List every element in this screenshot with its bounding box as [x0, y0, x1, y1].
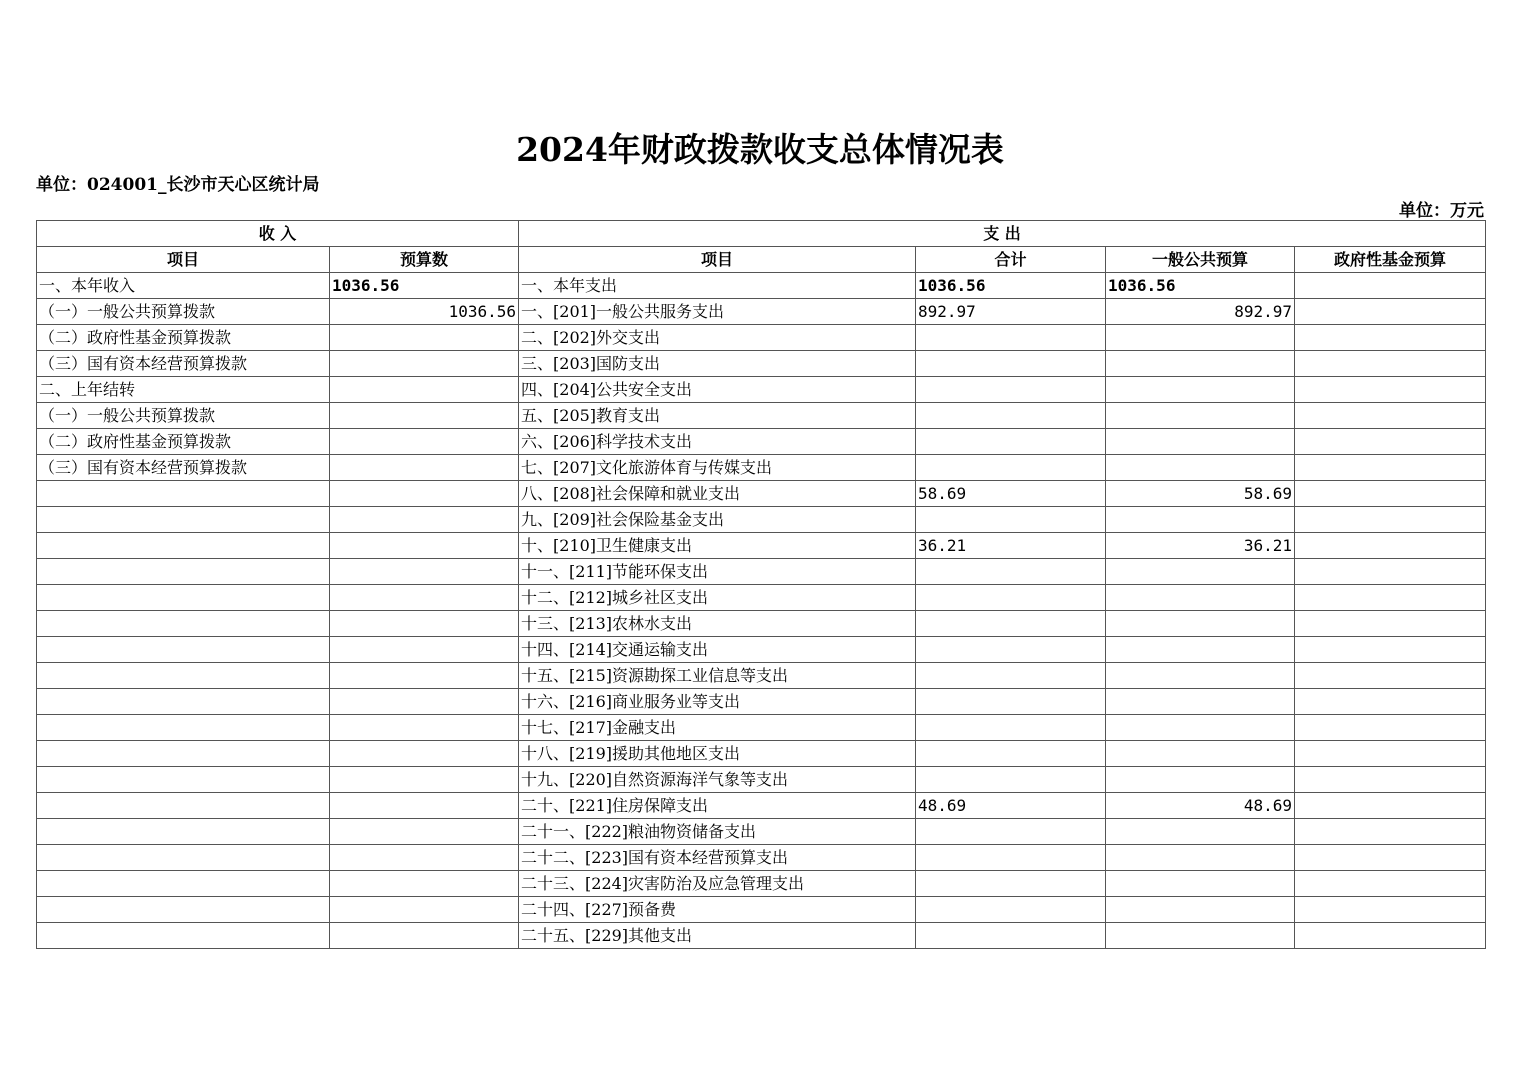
expense-total-cell [916, 637, 1106, 663]
income-amount-cell [330, 897, 519, 923]
expense-item-cell: 五、[205]教育支出 [519, 403, 916, 429]
expense-item-cell: 一、本年支出 [519, 273, 916, 299]
expense-fund-cell [1295, 559, 1486, 585]
expense-general-cell [1106, 507, 1295, 533]
budget-table [36, 220, 1486, 949]
expense-item-cell: 十、[210]卫生健康支出 [519, 533, 916, 559]
unit-organization: 单位：024001_长沙市天心区统计局 [36, 175, 320, 195]
table-row [37, 845, 1486, 871]
header-row-sections [37, 221, 1486, 247]
table-row [37, 299, 1486, 325]
table-row [37, 689, 1486, 715]
expense-general-cell [1106, 767, 1295, 793]
expense-fund-cell [1295, 767, 1486, 793]
income-item-cell [37, 871, 330, 897]
income-amount-cell [330, 533, 519, 559]
table-row [37, 637, 1486, 663]
table-row [37, 533, 1486, 559]
income-item-cell [37, 897, 330, 923]
income-amount-cell [330, 455, 519, 481]
expense-fund-cell [1295, 845, 1486, 871]
expense-general-cell [1106, 741, 1295, 767]
income-item-cell [37, 533, 330, 559]
income-amount-cell [330, 845, 519, 871]
table-row [37, 611, 1486, 637]
expense-fund-cell [1295, 923, 1486, 949]
income-amount-cell [330, 559, 519, 585]
income-amount-cell [330, 637, 519, 663]
table-row [37, 897, 1486, 923]
expense-general-cell [1106, 663, 1295, 689]
expense-item-cell: 一、[201]一般公共服务支出 [519, 299, 916, 325]
income-item-cell [37, 585, 330, 611]
income-item-cell: （二）政府性基金预算拨款 [37, 325, 330, 351]
income-amount-cell [330, 793, 519, 819]
expense-general-cell [1106, 429, 1295, 455]
expense-total-cell [916, 351, 1106, 377]
expense-general-cell [1106, 585, 1295, 611]
expense-item-cell: 二十四、[227]预备费 [519, 897, 916, 923]
income-item-cell [37, 767, 330, 793]
expense-total-cell [916, 689, 1106, 715]
expense-total-cell [916, 403, 1106, 429]
income-item-cell: 一、本年收入 [37, 273, 330, 299]
income-item-cell [37, 923, 330, 949]
expense-total-cell [916, 611, 1106, 637]
expense-item-cell: 九、[209]社会保险基金支出 [519, 507, 916, 533]
expense-general-cell: 58.69 [1106, 481, 1295, 507]
table-row [37, 429, 1486, 455]
expense-fund-cell [1295, 533, 1486, 559]
expense-total-cell: 892.97 [916, 299, 1106, 325]
expense-general-cell: 36.21 [1106, 533, 1295, 559]
expense-general-cell: 48.69 [1106, 793, 1295, 819]
expense-fund-cell [1295, 507, 1486, 533]
expense-fund-cell [1295, 351, 1486, 377]
expense-item-cell: 十二、[212]城乡社区支出 [519, 585, 916, 611]
expense-item-cell: 十五、[215]资源勘探工业信息等支出 [519, 663, 916, 689]
expense-general-cell: 892.97 [1106, 299, 1295, 325]
income-amount-cell [330, 663, 519, 689]
expense-item-cell: 十六、[216]商业服务业等支出 [519, 689, 916, 715]
income-item-cell [37, 559, 330, 585]
table-row [37, 715, 1486, 741]
expense-total-cell: 36.21 [916, 533, 1106, 559]
expense-total-cell [916, 585, 1106, 611]
table-row [37, 273, 1486, 299]
expense-item-cell: 四、[204]公共安全支出 [519, 377, 916, 403]
header-income-item: 项目 [37, 247, 330, 273]
expense-total-cell [916, 325, 1106, 351]
income-item-cell: （三）国有资本经营预算拨款 [37, 351, 330, 377]
header-budget: 预算数 [330, 247, 519, 273]
income-item-cell: （二）政府性基金预算拨款 [37, 429, 330, 455]
expense-item-cell: 二十、[221]住房保障支出 [519, 793, 916, 819]
expense-general-cell [1106, 377, 1295, 403]
expense-item-cell: 七、[207]文化旅游体育与传媒支出 [519, 455, 916, 481]
expense-item-cell: 十三、[213]农林水支出 [519, 611, 916, 637]
header-income: 收 入 [37, 221, 519, 247]
income-item-cell [37, 481, 330, 507]
income-amount-cell [330, 689, 519, 715]
header-expense-item: 项目 [519, 247, 916, 273]
table-row [37, 741, 1486, 767]
table-row [37, 871, 1486, 897]
expense-total-cell [916, 663, 1106, 689]
table-row [37, 793, 1486, 819]
expense-general-cell [1106, 403, 1295, 429]
expense-fund-cell [1295, 403, 1486, 429]
expense-fund-cell [1295, 871, 1486, 897]
expense-item-cell: 十七、[217]金融支出 [519, 715, 916, 741]
income-amount-cell [330, 325, 519, 351]
expense-fund-cell [1295, 325, 1486, 351]
expense-general-cell [1106, 819, 1295, 845]
income-item-cell: （一）一般公共预算拨款 [37, 299, 330, 325]
expense-total-cell [916, 429, 1106, 455]
expense-item-cell: 二十三、[224]灾害防治及应急管理支出 [519, 871, 916, 897]
expense-general-cell [1106, 715, 1295, 741]
expense-item-cell: 十八、[219]援助其他地区支出 [519, 741, 916, 767]
expense-general-cell [1106, 455, 1295, 481]
expense-total-cell [916, 819, 1106, 845]
expense-total-cell [916, 559, 1106, 585]
table-row [37, 403, 1486, 429]
income-amount-cell [330, 611, 519, 637]
income-amount-cell [330, 741, 519, 767]
table-row [37, 559, 1486, 585]
income-amount-cell [330, 429, 519, 455]
income-item-cell [37, 689, 330, 715]
income-item-cell [37, 715, 330, 741]
expense-general-cell [1106, 923, 1295, 949]
income-amount-cell [330, 923, 519, 949]
expense-fund-cell [1295, 897, 1486, 923]
expense-total-cell [916, 767, 1106, 793]
expense-item-cell: 六、[206]科学技术支出 [519, 429, 916, 455]
income-amount-cell [330, 507, 519, 533]
income-item-cell [37, 663, 330, 689]
expense-general-cell [1106, 637, 1295, 663]
income-amount-cell [330, 767, 519, 793]
page-title: 2024年财政拨款收支总体情况表 [516, 130, 1004, 169]
expense-item-cell: 十九、[220]自然资源海洋气象等支出 [519, 767, 916, 793]
expense-fund-cell [1295, 715, 1486, 741]
income-amount-cell [330, 871, 519, 897]
income-item-cell: 二、上年结转 [37, 377, 330, 403]
header-row-columns [37, 247, 1486, 273]
expense-total-cell [916, 923, 1106, 949]
table-row [37, 455, 1486, 481]
table-row [37, 507, 1486, 533]
income-amount-cell [330, 377, 519, 403]
expense-item-cell: 三、[203]国防支出 [519, 351, 916, 377]
expense-general-cell [1106, 325, 1295, 351]
expense-total-cell: 58.69 [916, 481, 1106, 507]
income-item-cell [37, 507, 330, 533]
expense-item-cell: 二十一、[222]粮油物资储备支出 [519, 819, 916, 845]
table-row [37, 377, 1486, 403]
header-fund: 政府性基金预算 [1295, 247, 1486, 273]
expense-fund-cell [1295, 481, 1486, 507]
expense-general-cell: 1036.56 [1106, 273, 1295, 299]
expense-general-cell [1106, 871, 1295, 897]
table-row [37, 923, 1486, 949]
income-amount-cell: 1036.56 [330, 273, 519, 299]
expense-total-cell [916, 845, 1106, 871]
expense-fund-cell [1295, 377, 1486, 403]
income-item-cell [37, 819, 330, 845]
table-row [37, 351, 1486, 377]
expense-fund-cell [1295, 429, 1486, 455]
expense-general-cell [1106, 845, 1295, 871]
income-amount-cell: 1036.56 [330, 299, 519, 325]
income-amount-cell [330, 715, 519, 741]
expense-total-cell [916, 897, 1106, 923]
expense-item-cell: 二、[202]外交支出 [519, 325, 916, 351]
table-row [37, 325, 1486, 351]
income-item-cell: （三）国有资本经营预算拨款 [37, 455, 330, 481]
income-item-cell [37, 741, 330, 767]
expense-fund-cell [1295, 611, 1486, 637]
expense-total-cell [916, 377, 1106, 403]
expense-fund-cell [1295, 585, 1486, 611]
income-item-cell [37, 611, 330, 637]
table-row [37, 585, 1486, 611]
expense-fund-cell [1295, 819, 1486, 845]
expense-fund-cell [1295, 793, 1486, 819]
income-item-cell [37, 793, 330, 819]
expense-general-cell [1106, 351, 1295, 377]
expense-total-cell [916, 871, 1106, 897]
expense-item-cell: 十四、[214]交通运输支出 [519, 637, 916, 663]
table-row [37, 481, 1486, 507]
expense-total-cell: 48.69 [916, 793, 1106, 819]
expense-item-cell: 十一、[211]节能环保支出 [519, 559, 916, 585]
expense-fund-cell [1295, 741, 1486, 767]
expense-item-cell: 二十二、[223]国有资本经营预算支出 [519, 845, 916, 871]
header-total: 合计 [916, 247, 1106, 273]
expense-fund-cell [1295, 299, 1486, 325]
table-row [37, 767, 1486, 793]
expense-item-cell: 八、[208]社会保障和就业支出 [519, 481, 916, 507]
income-item-cell [37, 845, 330, 871]
expense-total-cell [916, 741, 1106, 767]
unit-money: 单位：万元 [1399, 201, 1484, 221]
income-amount-cell [330, 403, 519, 429]
expense-general-cell [1106, 559, 1295, 585]
expense-total-cell [916, 715, 1106, 741]
expense-fund-cell [1295, 455, 1486, 481]
expense-fund-cell [1295, 273, 1486, 299]
income-amount-cell [330, 585, 519, 611]
expense-fund-cell [1295, 663, 1486, 689]
expense-general-cell [1106, 611, 1295, 637]
expense-general-cell [1106, 897, 1295, 923]
income-item-cell: （一）一般公共预算拨款 [37, 403, 330, 429]
expense-total-cell [916, 455, 1106, 481]
expense-fund-cell [1295, 689, 1486, 715]
expense-total-cell [916, 507, 1106, 533]
expense-item-cell: 二十五、[229]其他支出 [519, 923, 916, 949]
expense-fund-cell [1295, 637, 1486, 663]
header-general: 一般公共预算 [1106, 247, 1295, 273]
table-row [37, 663, 1486, 689]
table-row [37, 819, 1486, 845]
income-amount-cell [330, 351, 519, 377]
expense-general-cell [1106, 689, 1295, 715]
expense-total-cell: 1036.56 [916, 273, 1106, 299]
table-body [37, 273, 1486, 949]
income-amount-cell [330, 481, 519, 507]
income-amount-cell [330, 819, 519, 845]
income-item-cell [37, 637, 330, 663]
header-expense: 支 出 [519, 221, 1486, 247]
